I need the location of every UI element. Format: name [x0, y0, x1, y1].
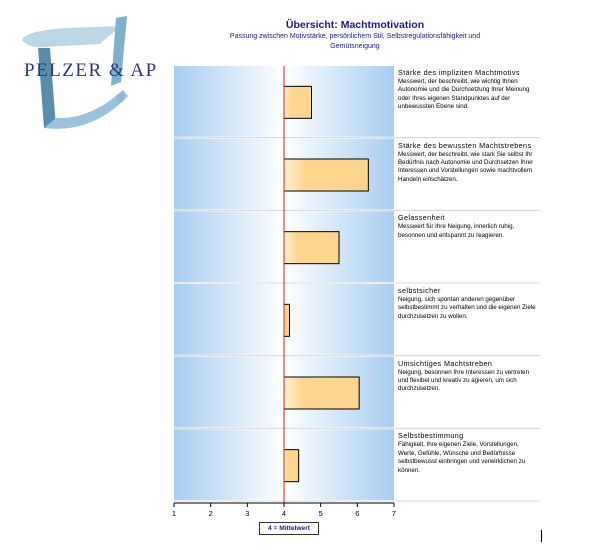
x-tick-label: 2 — [208, 509, 213, 518]
category-heading: Stärke des impliziten Machtmotivs — [398, 68, 520, 77]
bar — [284, 304, 290, 336]
category-description — [398, 286, 538, 321]
category-text: Messwert, der beschreibt, wie stark Sie selbst Ihr Bedürfnis nach Autonomie und Durchsetzen Ihrer Interessen und Vorstellungen sowie machtvollem Handeln einschätzen. — [398, 150, 534, 183]
category-heading: Stärke des bewussten Machtstrebens — [398, 140, 532, 150]
x-tick-label: 7 — [391, 509, 397, 518]
category-description — [398, 141, 538, 185]
x-tick-label: 4 — [281, 509, 287, 518]
category-description — [398, 359, 538, 394]
x-tick-label: 1 — [171, 509, 177, 518]
category-heading: Umsichtiges Machtstreben — [398, 358, 493, 368]
category-description — [398, 431, 538, 475]
category-heading: Gelassenheit — [398, 213, 445, 223]
mittelwert-legend: 4 = Mittelwert — [259, 522, 319, 535]
chart-title: Übersicht: Machtmotivation — [285, 19, 425, 31]
category-text: Messwert, der beschreibt, wie wichtig Ihnen Autonomie und die Durchsetzung Ihrer Meinung oder Ihres eigenen Standpunktes auf der unbewussten Ebene sind. — [398, 78, 530, 111]
bar — [284, 450, 299, 482]
logo-text: PELZER & AP — [24, 60, 158, 81]
category-text: Neigung, besonnen Ihre Interessen zu vertreten und flexibel und kreativ zu agieren, um sich durchzusetzen. — [398, 368, 530, 393]
category-heading: selbstsicher — [398, 286, 441, 295]
bar — [284, 159, 368, 191]
bar — [284, 232, 339, 264]
category-description — [398, 68, 538, 112]
category-heading: Selbstbestimmung — [398, 431, 464, 441]
bar — [284, 377, 359, 409]
chart-subtitle: Passung zwischen Motivstärke, persönlichem Stil, Selbstregulationsfähigkeit und Gemütsneigung — [229, 33, 481, 50]
bar — [284, 86, 312, 118]
category-description — [398, 213, 538, 240]
text-cursor-mark — [541, 530, 542, 542]
x-tick-label: 5 — [318, 509, 323, 518]
category-text: Neigung, sich spontan anderen gegenüber selbstbestimmt zu verhalten und die eigenen Ziele durchzusetzen zu wollen. — [398, 296, 536, 320]
x-tick-label: 3 — [245, 509, 250, 518]
x-tick-label: 6 — [355, 509, 360, 518]
category-text: Messwert für Ihre Neigung, innerlich ruhig, besonnen und entspannt zu reagieren. — [398, 223, 515, 239]
category-text: Fähigkeit, Ihre eigenen Ziele, Vorstellungen, Werte, Gefühle, Wünsche und Bedürfnisse selbstbewusst einbringen und verwirklichen zu können. — [398, 441, 526, 474]
